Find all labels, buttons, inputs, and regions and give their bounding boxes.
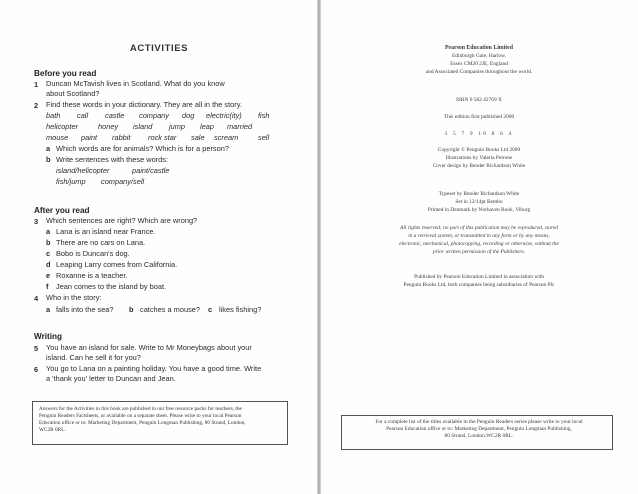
- q1-number: 1: [34, 80, 39, 89]
- typeface-line: Set in 12/14pt Bembo: [455, 199, 503, 205]
- q2a-text: Which words are for animals? Which is for a person?: [56, 144, 229, 153]
- published-by-line: Penguin Books Ltd, both companies being subsidiaries of Pearson Plc: [403, 282, 555, 288]
- word: sell: [258, 133, 270, 142]
- q4c-text: likes fishing?: [219, 305, 262, 314]
- q3-item-letter: f: [46, 282, 49, 291]
- rights-line: prior written permission of the Publishers.: [433, 249, 525, 255]
- q6-number: 6: [34, 365, 39, 374]
- q1-text-line2: about Scotland?: [46, 89, 100, 98]
- word-pair: fish/jump: [56, 177, 86, 186]
- q2b-text: Write sentences with these words:: [56, 155, 169, 164]
- q3-item-text: Leaping Larry comes from California.: [56, 260, 178, 269]
- typeset-line: Typeset by Bender Richardson White: [438, 191, 520, 197]
- q5-number: 5: [34, 344, 39, 353]
- q4b-letter: b: [129, 305, 134, 314]
- word: jump: [169, 122, 186, 131]
- q4-number: 4: [34, 294, 39, 303]
- q3-item-text: Lana is an island near France.: [56, 227, 156, 236]
- q4a-text: falls into the sea?: [56, 305, 114, 314]
- edition-note: This edition first published 2000: [443, 114, 515, 120]
- word: bath: [46, 111, 61, 120]
- word: fish: [258, 111, 270, 120]
- q5-text-line2: island. Can he sell it for you?: [46, 353, 141, 362]
- word: company: [139, 111, 169, 120]
- word: scream: [214, 133, 239, 142]
- q3-item-text: Bobo is Duncan's dog.: [56, 249, 130, 258]
- word-pair: island/helicopter: [56, 166, 110, 175]
- q2a-letter: a: [46, 144, 51, 153]
- print-line: 3 5 7 9 10 8 6 4: [444, 131, 514, 137]
- word: electric(ity): [206, 111, 242, 120]
- footer-line: Answers for the Activities in this book are published in our free resource packs for teachers, the: [39, 406, 242, 412]
- after-you-read-heading: After you read: [34, 206, 90, 215]
- address-line: Edinburgh Gate, Harlow,: [451, 53, 507, 59]
- q3-number: 3: [34, 217, 39, 226]
- q4c-letter: c: [208, 305, 213, 314]
- footer-line: Pearson Education office or to: Marketing Department, Penguin Longman Publishing,: [386, 426, 572, 432]
- footer-line: WC2R 0RL.: [39, 427, 66, 433]
- q5-text-line1: You have an island for sale. Write to Mr Moneybags about your: [46, 343, 252, 352]
- footer-line: Education office or to: Marketing Department, Penguin Longman Publishing, 80 Strand, London,: [39, 420, 246, 426]
- copyright-line: Copyright © Penguin Books Ltd 2000: [437, 147, 521, 153]
- q3-text: Which sentences are right? Which are wrong?: [46, 216, 198, 225]
- footer-line: Penguin Readers Factsheets, or available on a separate sheet. Please write to your local Pearson: [39, 413, 242, 419]
- rights-line: electronic, mechanical, photocopying, recording or otherwise, without the: [399, 241, 559, 247]
- q4a-letter: a: [46, 305, 51, 314]
- q3-item-letter: b: [46, 238, 51, 247]
- q1-text-line1: Duncan McTavish lives in Scotland. What do you know: [46, 79, 225, 88]
- cover-design-line: Cover design by Bender Richardson White: [432, 163, 526, 169]
- q2-number: 2: [34, 101, 39, 110]
- q3-item-text: Jean comes to the island by boat.: [56, 282, 167, 291]
- q3-item-letter: e: [46, 271, 51, 280]
- publisher-name: Pearson Education Limited: [445, 45, 513, 51]
- word: dog: [182, 111, 195, 120]
- q2-text: Find these words in your dictionary. They are all in the story.: [46, 100, 242, 109]
- word: sale: [191, 133, 205, 142]
- word-pair: company/sell: [101, 177, 145, 186]
- footer-line: For a complete list of the titles available in the Penguin Readers series please write to your local: [375, 419, 583, 425]
- footer-line: 80 Strand, London,WC2R 0RL.: [444, 433, 514, 439]
- word: rock star: [148, 133, 177, 142]
- word: honey: [98, 122, 119, 131]
- word: rabbit: [112, 133, 131, 142]
- q2b-letter: b: [46, 155, 51, 164]
- q6-text-line2: a 'thank you' letter to Duncan and Jean.: [46, 374, 176, 383]
- q6-text-line1: You go to Lana on a painting holiday. You have a good time. Write: [46, 364, 262, 373]
- word-pair: paint/castle: [132, 166, 170, 175]
- word: island: [133, 122, 153, 131]
- q3-item-letter: d: [46, 260, 51, 269]
- q3-item-text: Roxanne is a teacher.: [56, 271, 128, 280]
- activities-title: ACTIVITIES: [129, 43, 189, 54]
- writing-heading: Writing: [34, 332, 63, 341]
- illustrations-line: Illustrations by Valeria Petrone: [445, 155, 513, 161]
- left-footer-box: [32, 401, 288, 445]
- word: leap: [200, 122, 214, 131]
- word: helicopter: [46, 122, 79, 131]
- word: mouse: [46, 133, 69, 142]
- word: married: [227, 122, 253, 131]
- before-you-read-heading: Before you read: [34, 69, 97, 78]
- rights-line: in a retrieval system, or transmitted in any form or by any means,: [408, 233, 550, 239]
- q4b-text: catches a mouse?: [140, 305, 200, 314]
- published-by-line: Published by Pearson Education Limited in association with: [414, 274, 544, 280]
- printer-line: Printed in Denmark by Norhaven Book, Viborg: [427, 207, 531, 213]
- word: castle: [105, 111, 125, 120]
- address-line: Essex CM20 2JE, England: [450, 61, 508, 67]
- address-line: and Associated Companies throughout the world.: [425, 69, 533, 75]
- word: call: [77, 111, 89, 120]
- word: paint: [81, 133, 98, 142]
- q3-item-text: There are no cars on Lana.: [56, 238, 146, 247]
- q3-item-letter: a: [46, 227, 51, 236]
- q4-text: Who in the story:: [46, 293, 102, 302]
- isbn: ISBN 0 582 42769 X: [456, 97, 502, 103]
- q3-item-letter: c: [46, 249, 51, 258]
- rights-line: All rights reserved; no part of this publication may be reproduced, stored: [400, 225, 558, 231]
